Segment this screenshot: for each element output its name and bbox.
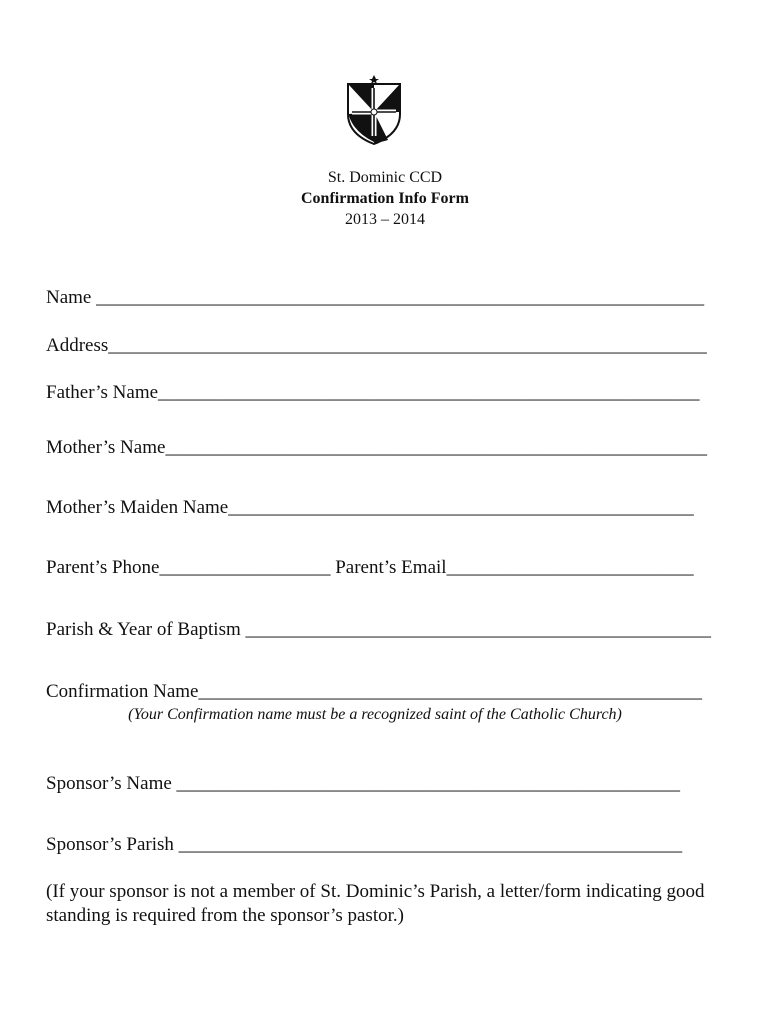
confirmation-name-blank[interactable]: _____________________________________________________ <box>198 681 702 702</box>
mother-name-field[interactable] <box>46 437 707 459</box>
mother-maiden-name-blank[interactable]: _________________________________________________ <box>228 497 694 518</box>
sponsor-parish-field[interactable] <box>46 834 682 856</box>
mother-maiden-name-label: Mother’s Maiden Name <box>46 497 229 518</box>
address-label: Address <box>46 335 109 356</box>
address-field[interactable] <box>46 335 707 357</box>
sponsor-standing-note: (If your sponsor is not a member of St. Dominic’s Parish, a letter/form indicating good standing is required from the sponsor’s pastor.) <box>46 881 705 926</box>
confirmation-name-label: Confirmation Name <box>46 681 199 702</box>
father-name-blank[interactable]: _________________________________________________________ <box>158 382 700 403</box>
sponsor-parish-label: Sponsor’s Parish <box>46 834 179 855</box>
school-year: 2013 – 2014 <box>345 211 425 228</box>
form-header <box>0 167 770 230</box>
parent-phone-blank[interactable]: __________________ <box>159 557 331 578</box>
mother-name-blank[interactable]: _________________________________________________________ <box>165 437 707 458</box>
name-label: Name <box>46 287 97 308</box>
father-name-field[interactable] <box>46 382 700 404</box>
confirmation-name-note: (Your Confirmation name must be a recognized saint of the Catholic Church) <box>128 706 622 723</box>
parent-phone-label: Parent’s Phone <box>46 557 160 578</box>
confirmation-name-field[interactable] <box>46 681 702 703</box>
baptism-label: Parish & Year of Baptism <box>46 619 246 640</box>
baptism-blank[interactable]: _________________________________________________ <box>245 619 711 640</box>
sponsor-parish-blank[interactable]: _____________________________________________________ <box>178 834 683 855</box>
father-name-label: Father’s Name <box>46 382 159 403</box>
name-field[interactable] <box>46 287 704 309</box>
dominican-shield-icon <box>346 74 402 146</box>
address-blank[interactable]: _______________________________________________________________ <box>108 335 707 356</box>
mother-name-label: Mother’s Name <box>46 437 166 458</box>
sponsor-name-blank[interactable]: _____________________________________________________ <box>176 773 681 794</box>
baptism-field[interactable] <box>46 619 711 641</box>
parent-email-label: Parent’s Email <box>330 557 447 578</box>
sponsor-name-field[interactable] <box>46 773 680 795</box>
parent-contact-field[interactable] <box>46 557 694 579</box>
parent-email-blank[interactable]: __________________________ <box>446 557 694 578</box>
organization-name: St. Dominic CCD <box>327 169 443 186</box>
name-blank[interactable]: ________________________________________________________________ <box>96 287 705 308</box>
sponsor-name-label: Sponsor’s Name <box>46 773 177 794</box>
mother-maiden-name-field[interactable] <box>46 497 694 519</box>
form-title: Confirmation Info Form <box>301 190 469 207</box>
